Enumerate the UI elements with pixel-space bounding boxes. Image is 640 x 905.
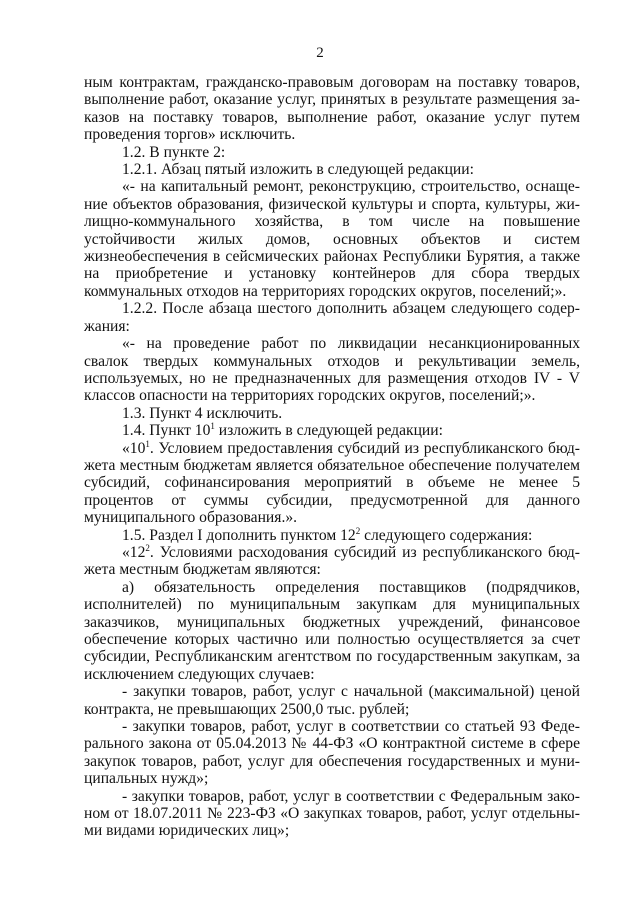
paragraph-8-post: изложить в следующей редакции: bbox=[214, 422, 443, 440]
paragraph-9-post: . Условием предоставления субсидий из республиканского бюджета местным бюджетам является обязательное обеспечение получателем субсидий, софинансирования мероприятий в объеме не менее 5 процентов от суммы субсидии, предусмотренной для данного муниципального образования.». bbox=[84, 439, 580, 527]
paragraph-11-post: . Условиями расходования субсидий из республиканского бюджета местным бюджетам являются: bbox=[84, 543, 580, 579]
paragraph-9-pre: «10 bbox=[122, 439, 146, 457]
paragraph-9 bbox=[84, 440, 580, 527]
paragraph-8 bbox=[84, 422, 580, 439]
paragraph-1: ным контрактам, гражданско-правовым договорам на поставку товаров, выполнение работ, оказание услуг, принятых в результате размещения заказов на поставку товаров, выполнение работ, оказание услуг путем проведения торгов» исключить. bbox=[84, 74, 580, 144]
paragraph-6: «- на проведение работ по ликвидации несанкционированных свалок твердых коммунальных отходов и рекультивации земель, используемых, но не предназначенных для размещения отходов IV - V классов опасности на территориях городских округов, поселений;». bbox=[84, 335, 580, 405]
paragraph-5: 1.2.2. После абзаца шестого дополнить абзацем следующего содержания: bbox=[84, 300, 580, 335]
paragraph-7: 1.3. Пункт 4 исключить. bbox=[122, 404, 283, 422]
paragraph-13: - закупки товаров, работ, услуг с начальной (максимальной) ценой контракта, не превышающих 2500,0 тыс. рублей; bbox=[84, 683, 580, 718]
paragraph-10-post: следующего содержания: bbox=[360, 526, 533, 544]
paragraph-14: - закупки товаров, работ, услуг в соответствии со статьей 93 Федерального закона от 05.04.2013 № 44-ФЗ «О контрактной системе в сфере закупок товаров, работ, услуг для обеспечения государственных и муниципальных нужд»; bbox=[84, 718, 580, 788]
paragraph-15: - закупки товаров, работ, услуг в соответствии с Федеральным законом от 18.07.2011 № 223-ФЗ «О закупках товаров, работ, услуг отдельными видами юридических лиц»; bbox=[84, 787, 580, 840]
paragraph-8-pre: 1.4. Пункт 10 bbox=[122, 422, 211, 440]
document-body bbox=[84, 74, 580, 840]
paragraph-10-pre: 1.5. Раздел I дополнить пунктом 12 bbox=[122, 526, 356, 544]
paragraph-10 bbox=[84, 527, 580, 544]
paragraph-10-sup: 2 bbox=[355, 525, 361, 536]
paragraph-11 bbox=[84, 544, 580, 579]
page-number: 2 bbox=[316, 45, 324, 61]
paragraph-3: 1.2.1. Абзац пятый изложить в следующей редакции: bbox=[122, 161, 474, 179]
paragraph-11-sup: 2 bbox=[145, 542, 150, 553]
paragraph-2: 1.2. В пункте 2: bbox=[122, 143, 226, 161]
paragraph-8-sup: 1 bbox=[210, 421, 215, 432]
paragraph-9-sup: 1 bbox=[145, 438, 150, 449]
paragraph-11-pre: «12 bbox=[122, 543, 146, 561]
paragraph-12: а) обязательность определения поставщиков (подрядчиков, исполнителей) по муниципальным закупкам для муниципальных заказчиков, муниципальных бюджетных учреждений, финансовое обеспечение которых частично или полностью осуществляется за счет субсидии, Республиканским агентством по государственным закупкам, за исключением следующих случаев: bbox=[84, 578, 580, 683]
paragraph-4: «- на капитальный ремонт, реконструкцию, строительство, оснащение объектов образования, физической культуры и спорта, культуры, жилищно-коммунального хозяйства, в том числе на повышение устойчивости жилых домов, основных объектов и систем жизнеобеспечения в сейсмических районах Республики Бурятия, а также на приобретение и установку контейнеров для сбора твердых коммунальных отходов на территориях городских округов, поселений;». bbox=[84, 178, 580, 300]
